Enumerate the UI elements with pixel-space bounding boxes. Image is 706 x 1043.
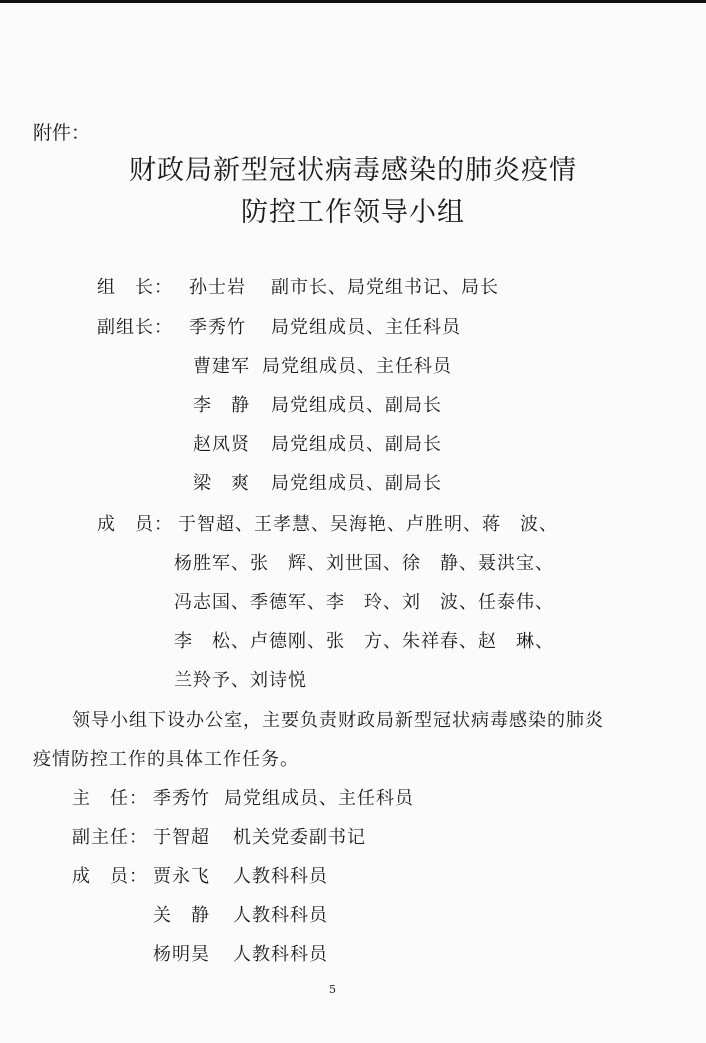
leader-label: 组 长： <box>97 277 173 298</box>
office-member-name: 贾永飞 <box>153 866 210 887</box>
office-member-title: 人教科科员 <box>233 866 328 887</box>
deputy-title: 局党组成员、副局长 <box>271 395 442 416</box>
member-line: 兰羚予、刘诗悦 <box>174 670 307 691</box>
office-director-label: 主 任： <box>72 788 148 809</box>
office-member-name: 关 静 <box>153 905 210 926</box>
office-deputy-label: 副主任： <box>72 827 148 848</box>
scan-top-edge <box>0 0 706 3</box>
leader-name: 孙士岩 <box>189 277 246 298</box>
office-members-label: 成 员： <box>72 866 148 887</box>
office-director-name: 季秀竹 <box>153 788 210 809</box>
deputy-name: 李 静 <box>193 395 250 416</box>
deputy-name: 梁 爽 <box>193 473 250 494</box>
attachment-label: 附件： <box>33 122 91 144</box>
office-deputy-title: 机关党委副书记 <box>233 827 366 848</box>
document-title-line1: 财政局新型冠状病毒感染的肺炎疫情 <box>129 155 577 186</box>
office-paragraph-line2: 疫情防控工作的具体工作任务。 <box>33 749 299 770</box>
page-number: 5 <box>329 983 336 996</box>
member-line: 杨胜军、张 辉、刘世国、徐 静、聂洪宝、 <box>174 553 554 574</box>
leader-title: 副市长、局党组书记、局长 <box>271 277 499 298</box>
deputy-title: 局党组成员、主任科员 <box>271 317 461 338</box>
member-line: 于智超、王孝慧、吴海艳、卢胜明、蒋 波、 <box>178 514 558 535</box>
office-deputy-name: 于智超 <box>153 827 210 848</box>
deputy-name: 季秀竹 <box>189 317 246 338</box>
member-line: 李 松、卢德刚、张 方、朱祥春、赵 琳、 <box>174 631 554 652</box>
member-line: 冯志国、季德军、李 玲、刘 波、任泰伟、 <box>174 592 554 613</box>
deputy-name: 曹建军 <box>193 356 250 377</box>
office-member-name: 杨明昊 <box>153 944 210 965</box>
deputy-name: 赵凤贤 <box>193 434 250 455</box>
deputy-title: 局党组成员、副局长 <box>271 473 442 494</box>
document-title-line2: 防控工作领导小组 <box>241 197 465 228</box>
deputy-title: 局党组成员、副局长 <box>271 434 442 455</box>
members-label: 成 员： <box>97 514 173 535</box>
deputy-title: 局党组成员、主任科员 <box>262 356 452 377</box>
office-director-title: 局党组成员、主任科员 <box>224 788 414 809</box>
office-member-title: 人教科科员 <box>233 944 328 965</box>
office-member-title: 人教科科员 <box>233 905 328 926</box>
deputy-leader-label: 副组长： <box>97 317 173 338</box>
office-paragraph-line1: 领导小组下设办公室，主要负责财政局新型冠状病毒感染的肺炎 <box>72 710 604 731</box>
